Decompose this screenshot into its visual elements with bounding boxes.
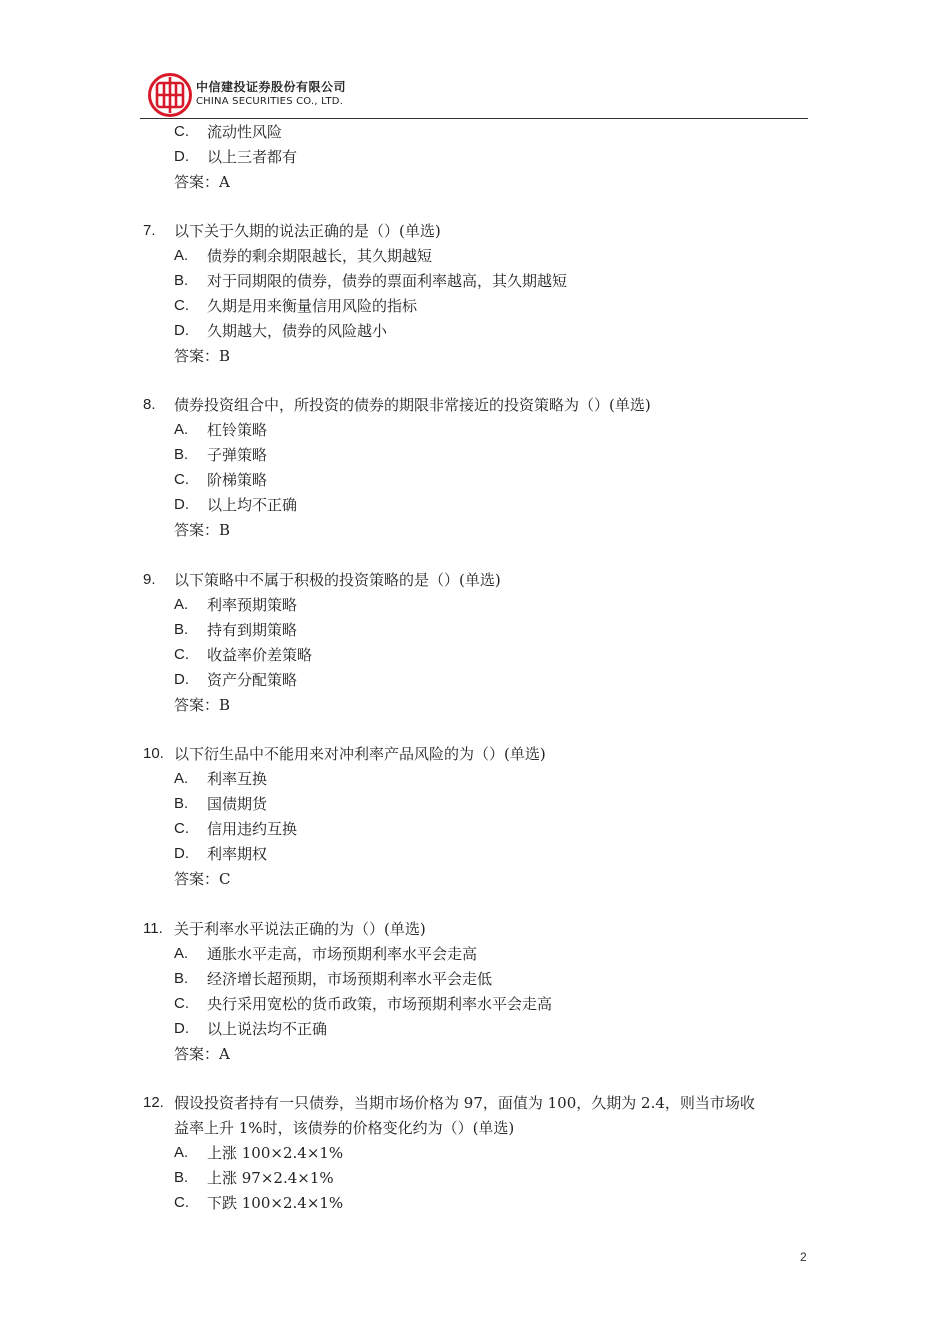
question-number: 12. bbox=[143, 1094, 164, 1111]
question-stem: 以下衍生品中不能用来对冲利率产品风险的为（）(单选) bbox=[174, 745, 546, 763]
option-letter: C. bbox=[174, 123, 189, 140]
answer-text: 答案：A bbox=[174, 1045, 230, 1063]
answer-text: 答案：C bbox=[174, 870, 231, 888]
company-name-en: CHINA SECURITIES CO., LTD. bbox=[196, 96, 344, 107]
option-letter: D. bbox=[174, 845, 189, 862]
option-letter: C. bbox=[174, 995, 189, 1012]
option-text: 上涨 97×2.4×1% bbox=[207, 1169, 334, 1187]
company-logo-icon bbox=[148, 73, 192, 117]
option-text: 阶梯策略 bbox=[207, 471, 268, 489]
option-letter: A. bbox=[174, 770, 189, 787]
question-stem: 以下策略中不属于积极的投资策略的是（）(单选) bbox=[174, 571, 501, 589]
option-letter: A. bbox=[174, 247, 189, 264]
option-letter: B. bbox=[174, 970, 189, 987]
option-letter: B. bbox=[174, 621, 189, 638]
question-stem: 关于利率水平说法正确的为（）(单选) bbox=[174, 920, 426, 938]
question-number: 11. bbox=[143, 920, 163, 937]
question-stem: 以下关于久期的说法正确的是（）(单选) bbox=[174, 222, 441, 240]
option-text: 经济增长超预期，市场预期利率水平会走低 bbox=[207, 970, 493, 988]
header-divider bbox=[140, 118, 808, 119]
option-text: 上涨 100×2.4×1% bbox=[207, 1144, 344, 1162]
option-text: 以上三者都有 bbox=[207, 148, 298, 166]
option-text: 以上均不正确 bbox=[207, 496, 298, 514]
answer-text: 答案：B bbox=[174, 521, 231, 539]
option-text: 利率预期策略 bbox=[207, 596, 298, 614]
option-text: 收益率价差策略 bbox=[207, 646, 313, 664]
question-stem-continued: 益率上升 1%时，该债券的价格变化约为（）(单选) bbox=[174, 1119, 515, 1137]
answer-text: 答案：B bbox=[174, 696, 231, 714]
option-text: 债券的剩余期限越长，其久期越短 bbox=[207, 247, 433, 265]
option-text: 杠铃策略 bbox=[207, 421, 268, 439]
option-text: 信用违约互换 bbox=[207, 820, 298, 838]
option-text: 国债期货 bbox=[207, 795, 268, 813]
option-letter: A. bbox=[174, 945, 189, 962]
question-stem: 假设投资者持有一只债券，当期市场价格为 97，面值为 100，久期为 2.4，则当市场收 bbox=[174, 1094, 755, 1112]
option-letter: A. bbox=[174, 421, 189, 438]
answer-text: 答案：B bbox=[174, 347, 231, 365]
option-text: 下跌 100×2.4×1% bbox=[207, 1194, 344, 1212]
page-number: 2 bbox=[800, 1250, 807, 1264]
option-text: 资产分配策略 bbox=[207, 671, 298, 689]
question-number: 9. bbox=[143, 571, 156, 588]
option-letter: B. bbox=[174, 1169, 189, 1186]
option-text: 利率期权 bbox=[207, 845, 268, 863]
question-number: 7. bbox=[143, 222, 156, 239]
option-letter: B. bbox=[174, 272, 189, 289]
option-letter: A. bbox=[174, 596, 189, 613]
option-letter: A. bbox=[174, 1144, 189, 1161]
option-text: 通胀水平走高，市场预期利率水平会走高 bbox=[207, 945, 478, 963]
option-text: 持有到期策略 bbox=[207, 621, 298, 639]
option-text: 以上说法均不正确 bbox=[207, 1020, 328, 1038]
option-letter: C. bbox=[174, 1194, 189, 1211]
question-number: 8. bbox=[143, 396, 156, 413]
answer-text: 答案：A bbox=[174, 173, 230, 191]
option-letter: C. bbox=[174, 646, 189, 663]
option-letter: C. bbox=[174, 297, 189, 314]
option-text: 子弹策略 bbox=[207, 446, 268, 464]
option-text: 流动性风险 bbox=[207, 123, 283, 141]
option-letter: B. bbox=[174, 446, 189, 463]
option-text: 久期越大，债券的风险越小 bbox=[207, 322, 388, 340]
option-text: 久期是用来衡量信用风险的指标 bbox=[207, 297, 418, 315]
option-text: 利率互换 bbox=[207, 770, 268, 788]
option-letter: C. bbox=[174, 820, 189, 837]
option-letter: D. bbox=[174, 1020, 189, 1037]
option-letter: D. bbox=[174, 671, 189, 688]
option-letter: C. bbox=[174, 471, 189, 488]
option-letter: D. bbox=[174, 322, 189, 339]
question-stem: 债券投资组合中，所投资的债券的期限非常接近的投资策略为（）(单选) bbox=[174, 396, 651, 414]
company-name-cn: 中信建投证券股份有限公司 bbox=[196, 80, 347, 94]
option-letter: B. bbox=[174, 795, 189, 812]
question-number: 10. bbox=[143, 745, 164, 762]
option-letter: D. bbox=[174, 496, 189, 513]
option-letter: D. bbox=[174, 148, 189, 165]
option-text: 央行采用宽松的货币政策，市场预期利率水平会走高 bbox=[207, 995, 553, 1013]
option-text: 对于同期限的债券，债券的票面利率越高，其久期越短 bbox=[207, 272, 568, 290]
